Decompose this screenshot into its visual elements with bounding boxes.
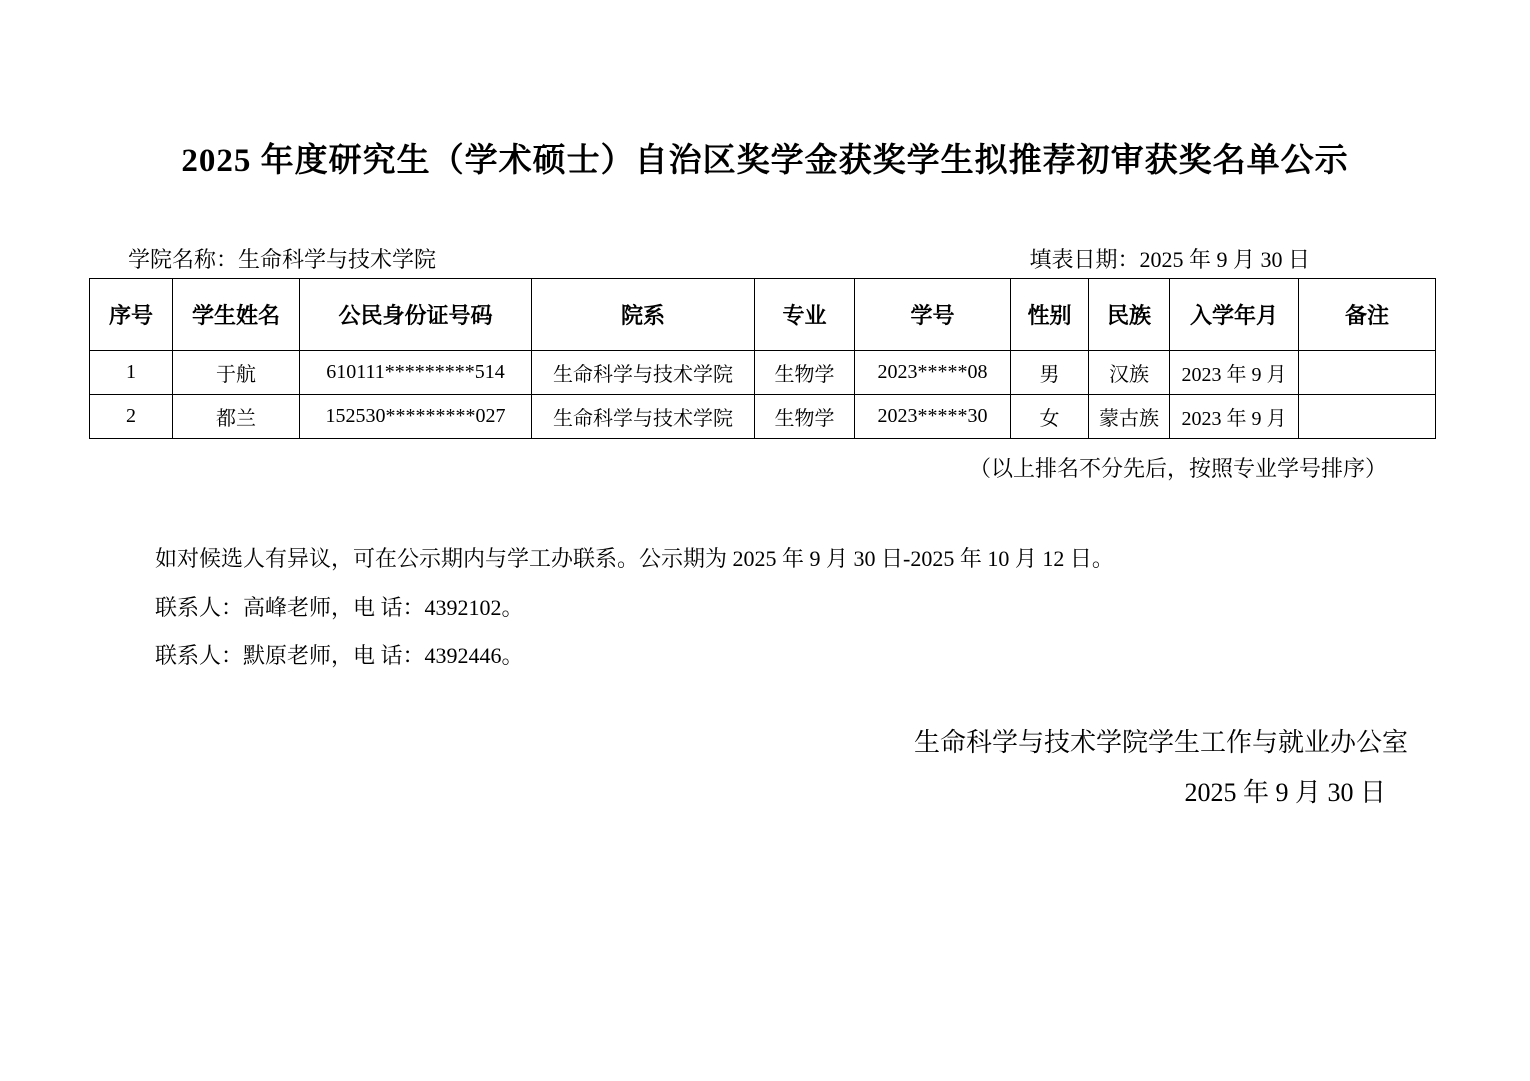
objection-period-text: 如对候选人有异议，可在公示期内与学工办联系。公示期为 2025 年 9 月 30 日-2025 年 10 月 12 日。	[155, 546, 1114, 571]
table-header-cell: 性别	[1011, 279, 1089, 351]
table-cell: 汉族	[1089, 351, 1170, 395]
table-header-cell: 院系	[532, 279, 755, 351]
table-cell: 女	[1011, 395, 1089, 439]
table-cell	[1299, 395, 1436, 439]
table-header	[90, 279, 1436, 351]
signature-office: 生命科学与技术学院学生工作与就业办公室	[913, 728, 1408, 757]
contact-line-2: 联系人：默原老师，电 话：4392446。	[155, 643, 524, 668]
table-cell: 2023 年 9 月	[1170, 395, 1299, 439]
table-cell: 生物学	[755, 395, 855, 439]
meta-row	[0, 243, 1530, 274]
table-cell: 610111*********514	[300, 351, 532, 395]
award-roster-table	[89, 278, 1436, 439]
table-cell: 都兰	[173, 395, 300, 439]
table-cell: 2	[90, 395, 173, 439]
table-cell: 152530*********027	[300, 395, 532, 439]
fill-date-label: 填表日期：2025 年 9 月 30 日	[1029, 247, 1310, 272]
table-cell: 1	[90, 351, 173, 395]
table-cell: 男	[1011, 351, 1089, 395]
table-row	[90, 351, 1436, 395]
table-cell: 2023*****30	[855, 395, 1011, 439]
table-cell: 蒙古族	[1089, 395, 1170, 439]
table-header-cell: 学生姓名	[173, 279, 300, 351]
table-header-cell: 序号	[90, 279, 173, 351]
table-row	[90, 395, 1436, 439]
signature-date: 2025 年 9 月 30 日	[1184, 778, 1386, 807]
table-header-cell: 民族	[1089, 279, 1170, 351]
sort-order-note: （以上排名不分先后，按照专业学号排序）	[968, 456, 1387, 481]
table-header-cell: 学号	[855, 279, 1011, 351]
page-title: 2025 年度研究生（学术硕士）自治区奖学金获奖学生拟推荐初审获奖名单公示	[181, 143, 1349, 179]
table-cell	[1299, 351, 1436, 395]
contact-line-1: 联系人：高峰老师，电 话：4392102。	[155, 595, 524, 620]
table-body	[90, 351, 1436, 439]
table-cell: 于航	[173, 351, 300, 395]
table-header-cell: 备注	[1299, 279, 1436, 351]
table-cell: 2023 年 9 月	[1170, 351, 1299, 395]
table-cell: 生物学	[755, 351, 855, 395]
table-cell: 生命科学与技术学院	[532, 395, 755, 439]
table-header-cell: 入学年月	[1170, 279, 1299, 351]
table-header-cell: 公民身份证号码	[300, 279, 532, 351]
college-name-label: 学院名称：生命科学与技术学院	[128, 247, 437, 272]
table-header-row	[90, 279, 1436, 351]
table-cell: 2023*****08	[855, 351, 1011, 395]
table-header-cell: 专业	[755, 279, 855, 351]
table-cell: 生命科学与技术学院	[532, 351, 755, 395]
